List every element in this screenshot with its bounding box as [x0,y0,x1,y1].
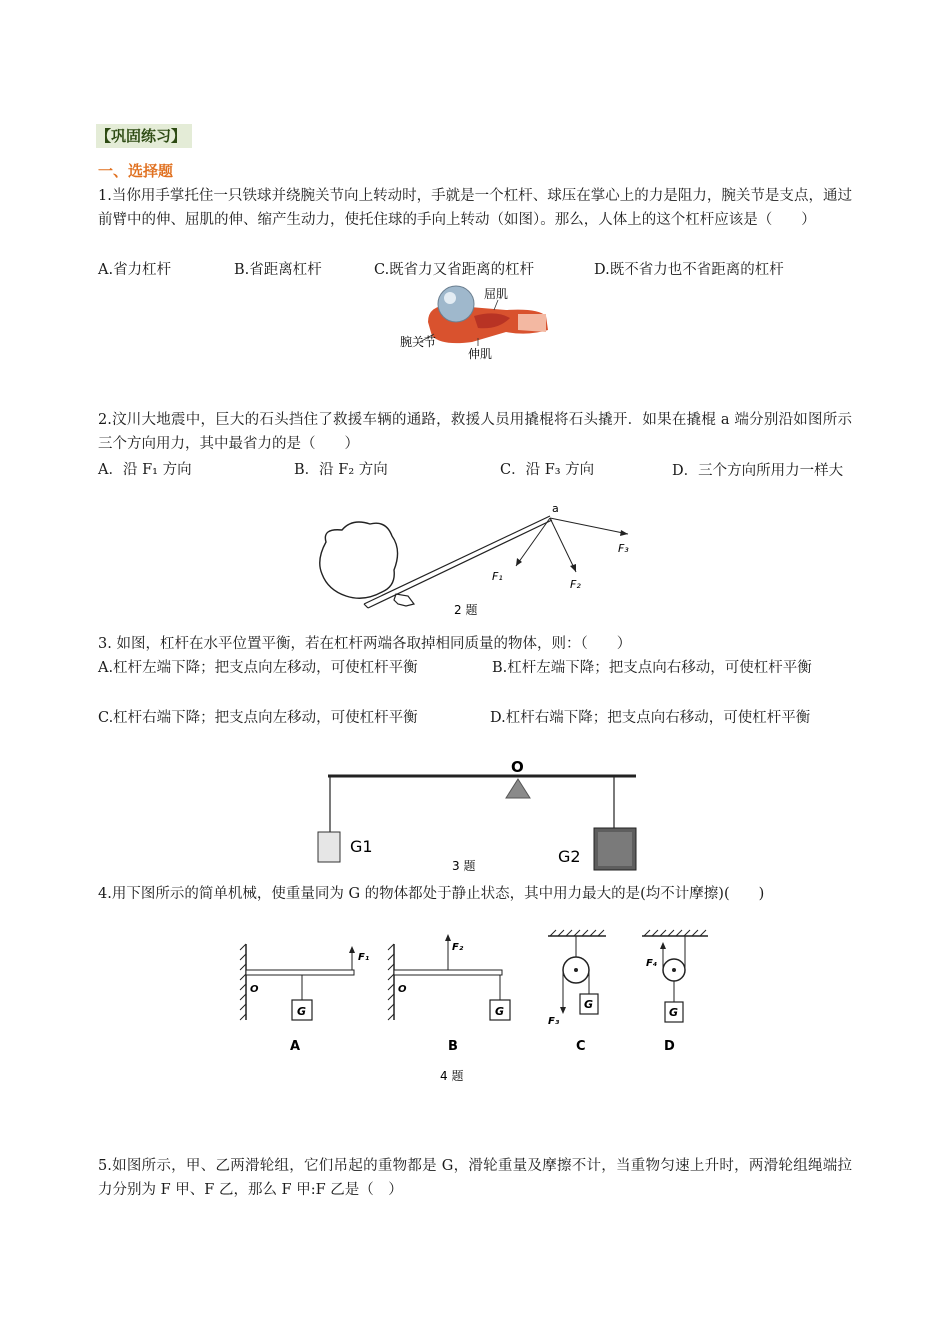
q2-option-a: A．沿 F₁ 方向 [98,462,192,478]
force-f4-arrowhead [660,942,666,949]
label-extensor: 伸肌 [468,347,493,360]
q3-option-b: B.杠杆左端下降；把支点向右移动，可使杠杆平衡 [492,660,812,676]
fulcrum-triangle [506,779,530,798]
lever-a [246,970,354,975]
label-d: D [664,1039,675,1054]
ball-highlight [444,292,456,304]
label-o-a: O [250,984,259,995]
label-o-b: O [398,984,407,995]
force-f2-arrowhead [445,934,451,941]
label-f3: F₃ [548,1016,560,1027]
label-g-d: G [669,1006,679,1019]
figure-2-caption: 2 题 [454,603,478,617]
label-f2: F₂ [452,942,464,953]
wall-b-hatch [388,944,394,1020]
q1-option-c: C.既省力又省距离的杠杆 [374,262,535,278]
pulley-c-axle [574,968,578,972]
weight-g1 [318,832,340,862]
force-f3-arrowhead [560,1007,566,1014]
label-flexor: 屈肌 [484,287,509,301]
question-1-text: 1.当你用手掌托住一只铁球并绕腕关节向上转动时，手就是一个杠杆、球压在掌心上的力是阻力，腕关节是支点，通过前臂中的伸、屈肌的伸、缩产生动力，使托住球的手向上转动（如图）。那么，人体上的这个杠杆应该是（ ） [98,188,852,228]
force-f3-line [550,518,628,534]
question-4-text: 4.用下图所示的简单机械，使重量同为 G 的物体都处于静止状态，其中用力最大的是(均不计摩擦)( ) [98,886,765,902]
figure-4-caption: 4 题 [440,1069,464,1083]
question-3-text: 3. 如图，杠杆在水平位置平衡，若在杠杆两端各取掉相同质量的物体，则：（ ） [98,636,632,652]
subsection-title: 一、选择题 [98,162,174,180]
weight-g2-texture [598,832,632,866]
force-f1-line [516,518,550,566]
f3-label: F₃ [618,542,629,555]
pivot-o-label: O [511,758,524,776]
pulley-d-axle [672,968,676,972]
q3-option-c: C.杠杆右端下降；把支点向左移动，可使杠杆平衡 [98,710,418,726]
figure-3-caption: 3 题 [452,859,476,872]
q1-option-d: D.既不省力也不省距离的杠杆 [594,262,784,278]
f2-label: F₂ [570,578,581,591]
f1-label: F₁ [492,570,503,583]
q2-option-d: D．三个方向所用力一样大 [672,463,844,479]
rock-shape [320,522,398,598]
label-g2: G2 [558,847,581,866]
lever-b [394,970,502,975]
force-f3-arrowhead [620,530,628,536]
q3-option-d: D.杠杆右端下降；把支点向右移动，可使杠杆平衡 [490,710,811,726]
crowbar-end [364,604,368,608]
label-g-c: G [584,998,594,1011]
crowbar-figure [312,500,642,620]
simple-machines-figure [236,926,716,1086]
label-wrist: 腕关节 [400,335,437,349]
q2-option-b: B．沿 F₂ 方向 [294,462,388,478]
label-b: B [448,1039,458,1054]
q1-option-a: A.省力杠杆 [98,262,172,278]
flexor-leader [494,300,498,310]
force-f1-arrowhead [349,946,355,953]
q2-option-c: C．沿 F₃ 方向 [500,462,595,478]
label-a: A [290,1039,301,1054]
q1-option-b: B.省距离杠杆 [234,262,322,278]
fulcrum-stone [394,594,414,606]
label-f1: F₁ [358,952,370,963]
point-a-label: a [552,502,559,515]
q3-option-a: A.杠杆左端下降；把支点向左移动，可使杠杆平衡 [98,660,418,676]
label-g-b: G [495,1005,505,1018]
label-f4: F₄ [646,958,658,969]
label-c: C [576,1039,586,1054]
ceiling-c-hatch [550,930,604,936]
force-f2-line [550,518,576,572]
question-5-text: 5.如图所示，甲、乙两滑轮组，它们吊起的重物都是 G，滑轮重量及摩擦不计，当重物匀速上升时，两滑轮组绳端拉力分别为 F 甲、F 乙，那么 F 甲:F 乙是（ ） [98,1158,852,1198]
section-title: 【巩固练习】 [96,124,192,148]
lever-figure [310,756,650,872]
iron-ball [438,286,474,322]
wall-a-hatch [240,944,246,1020]
label-g1: G1 [350,837,373,856]
question-2-text: 2.汶川大地震中，巨大的石头挡住了救援车辆的通路，救援人员用撬棍将石头撬开．如果在撬棍 a 端分别沿如图所示三个方向用力，其中最省力的是（ ） [98,412,852,452]
force-f2-arrowhead [570,564,576,572]
arm-figure [398,280,558,360]
label-g-a: G [297,1005,307,1018]
upper-arm-shape [518,314,546,332]
ceiling-d-hatch [644,930,706,936]
